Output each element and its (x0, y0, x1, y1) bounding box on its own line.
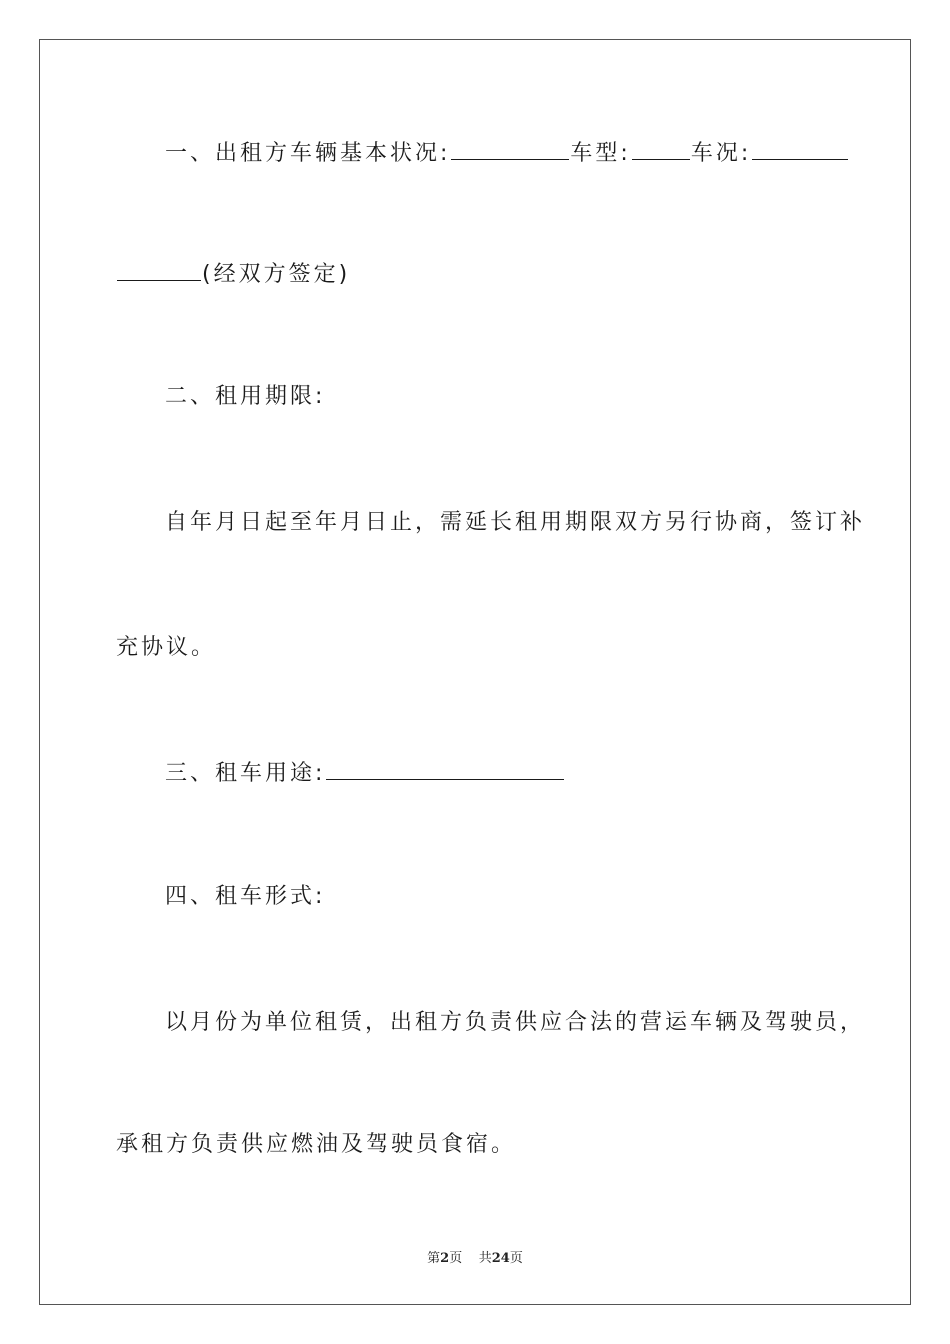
clause-4-text: 四、租车形式: (165, 884, 326, 909)
page-frame (39, 39, 911, 1305)
clause-4-body-2-text: 承租方负责供应燃油及驾驶员食宿。 (116, 1132, 517, 1157)
vehicle-condition-blank (752, 137, 848, 160)
vehicle-condition-label: 车况: (690, 141, 752, 166)
clause-2-text: 二、租用期限: (165, 384, 326, 409)
page-footer (0, 1247, 950, 1266)
total-suffix: 页 (509, 1251, 523, 1266)
clause-2-body-2-text: 充协议。 (116, 635, 217, 660)
clause-4-heading (165, 882, 325, 912)
clause-4-body-line-1 (165, 1008, 865, 1038)
clause-2-body-1-text: 自年月日起至年月日止，需延长租用期限双方另行协商，签订补 (165, 510, 866, 535)
page-prefix: 第 (427, 1251, 441, 1266)
clause-4-body-line-2 (116, 1130, 516, 1160)
rental-purpose-blank (326, 757, 564, 780)
clause-2-heading (165, 382, 325, 412)
total-prefix: 共 (478, 1251, 492, 1266)
clause-1-continuation (116, 258, 350, 290)
vehicle-status-blank (451, 137, 569, 160)
clause-1-label: 一、出租方车辆基本状况: (165, 141, 451, 166)
clause-2-body-line-1 (165, 508, 865, 538)
clause-1-line (165, 137, 849, 169)
page-suffix: 页 (449, 1251, 463, 1266)
total-count: 24 (491, 1251, 510, 1266)
clause-3-label: 三、租车用途: (165, 761, 326, 786)
page-current: 2 (440, 1251, 450, 1266)
clause-4-body-1-text: 以月份为单位租赁，出租方负责供应合法的营运车辆及驾驶员， (165, 1010, 866, 1035)
clause-2-body-line-2 (116, 633, 216, 663)
vehicle-condition-blank-cont (117, 258, 201, 281)
page-number (427, 1251, 462, 1266)
clause-1-cont-text: (经双方签定) (202, 262, 351, 287)
vehicle-model-blank (632, 137, 690, 160)
page-total (479, 1251, 523, 1266)
clause-3-line (165, 757, 565, 789)
vehicle-model-label: 车型: (570, 141, 631, 166)
